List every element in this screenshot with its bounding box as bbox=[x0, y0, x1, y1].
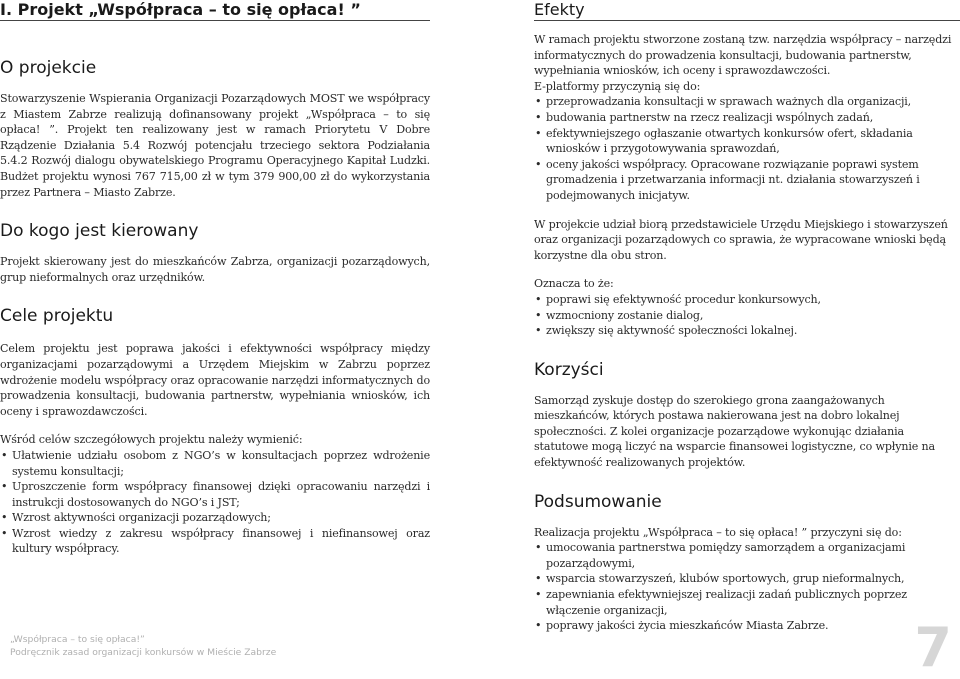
list-item: • Wzrost wiedzy z zakresu współpracy finansowej i niefinansowej oraz kultury współpracy. bbox=[0, 526, 430, 557]
about-heading: O projekcie bbox=[0, 58, 97, 78]
effects-text: W ramach projektu stworzone zostaną tzw. narzędzia współpracy – narzędzi informatycznych do prowadzenia konsultacji, budowania partnerstw, wypełniania wniosków, ich oceny i sprawozdawczości. bbox=[534, 33, 952, 78]
means-intro: Oznacza to że: bbox=[534, 277, 614, 291]
list-item: • budowania partnerstw na rzecz realizacji wspólnych zadań, bbox=[534, 110, 960, 126]
benefits-text: Samorząd zyskuje dostęp do szerokiego grona zaangażowanych mieszkańców, których postawa nakierowana jest na dobro lokalnej społeczności. Z kolei organizacje pozarządowe wykonując działania statutowe mogą liczyć na wsparcie finansowei logistyczne, co wpłynie na efektywność realizowanych projektów. bbox=[534, 393, 935, 470]
effects-list-intro: E-platformy przyczynią się do: bbox=[534, 79, 701, 93]
goals-list bbox=[0, 448, 430, 557]
goals-text: Celem projektu jest poprawa jakości i efektywności współpracy między organizacjami pozarządowymi a Urzędem Miejskim w Zabrzu poprzez wdrożenie modelu współpracy oraz opracowanie narzędzi informatycznych do prowadzenia konsultacji, budowania partnerstw, wypełniania wniosków, ich oceny i sprawozdawczości. bbox=[0, 342, 430, 418]
benefits-heading: Korzyści bbox=[534, 359, 604, 380]
list-item: • zwiększy się aktywność społeczności lokalnej. bbox=[534, 323, 960, 339]
target-text: Projekt skierowany jest do mieszkańców Zabrza, organizacji pozarządowych, grup nieformalnych oraz urzędników. bbox=[0, 255, 430, 284]
chapter-title: I. Projekt „Współpraca – to się opłaca! ” bbox=[0, 0, 430, 21]
list-item: • Ułatwienie udziału osobom z NGO’s w konsultacjach poprzez wdrożenie systemu konsultacji; bbox=[0, 448, 430, 479]
right-column bbox=[534, 0, 960, 634]
effects-heading: Efekty bbox=[534, 0, 960, 21]
footer-project-name: „Współpraca – to się opłaca!” bbox=[10, 634, 145, 645]
list-item: • wzmocniony zostanie dialog, bbox=[534, 308, 960, 324]
summary-intro: Realizacja projektu „Współpraca – to się opłaca! ” przyczyni się do: bbox=[534, 525, 902, 539]
page-footer bbox=[10, 633, 276, 659]
list-item: • efektywniejszego ogłaszanie otwartych konkursów ofert, składania wniosków i przygotowywania sprawozdań, bbox=[534, 126, 960, 157]
means-list bbox=[534, 292, 960, 339]
summary-list bbox=[534, 540, 960, 634]
page-number: 7 bbox=[914, 616, 952, 679]
effects-list bbox=[534, 94, 960, 203]
list-item: • zapewniania efektywniejszej realizacji zadań publicznych poprzez włączenie organizacji, bbox=[534, 587, 960, 618]
goals-heading: Cele projektu bbox=[0, 306, 114, 327]
list-item: • Uproszczenie form współpracy finansowej dzięki opracowaniu narzędzi i instrukcji dostosowanych do NGO’s i JST; bbox=[0, 479, 430, 510]
footer-document-title: Podręcznik zasad organizacji konkursów w Mieście Zabrze bbox=[10, 647, 277, 658]
list-item: • wsparcia stowarzyszeń, klubów sportowych, grup nieformalnych, bbox=[534, 571, 960, 587]
list-item: • oceny jakości współpracy. Opracowane rozwiązanie poprawi system gromadzenia i przetwarzania informacji nt. działania stowarzyszeń i podejmowanych inicjatyw. bbox=[534, 157, 960, 204]
goals-list-intro: Wśród celów szczegółowych projektu należy wymienić: bbox=[0, 433, 303, 447]
left-column bbox=[0, 0, 430, 557]
list-item: • przeprowadzania konsultacji w sprawach ważnych dla organizacji, bbox=[534, 94, 960, 110]
list-item: • umocowania partnerstwa pomiędzy samorządem a organizacjami pozarządowymi, bbox=[534, 540, 960, 571]
target-heading: Do kogo jest kierowany bbox=[0, 221, 199, 242]
about-text: Stowarzyszenie Wspierania Organizacji Pozarządowych MOST we współpracy z Miastem Zabrze realizują dofinansowany projekt „Współpraca – to się opłaca! ”. Projekt ten realizowany jest w ramach Priorytetu V Dobre Rządzenie Działania 5.4 Rozwój potencjału trzeciego sektora Podziałania 5.4.2 Rozwój dialogu obywatelskiego Programu Operacyjnego Kapitał Ludzki. Budżet projektu wynosi 767 715,00 zł w tym 379 900,00 zł do wykorzystania przez Partnera – Miasto Zabrze. bbox=[0, 92, 430, 199]
effects-text-2: W projekcie udział biorą przedstawiciele Urzędu Miejskiego i stowarzyszeń oraz organizacji pozarządowych co sprawia, że wypracowane wnioski będą korzystne dla obu stron. bbox=[534, 217, 948, 262]
list-item: • poprawy jakości życia mieszkańców Miasta Zabrze. bbox=[534, 618, 960, 634]
list-item: • poprawi się efektywność procedur konkursowych, bbox=[534, 292, 960, 308]
list-item: • Wzrost aktywności organizacji pozarządowych; bbox=[0, 510, 430, 526]
summary-heading: Podsumowanie bbox=[534, 491, 662, 512]
